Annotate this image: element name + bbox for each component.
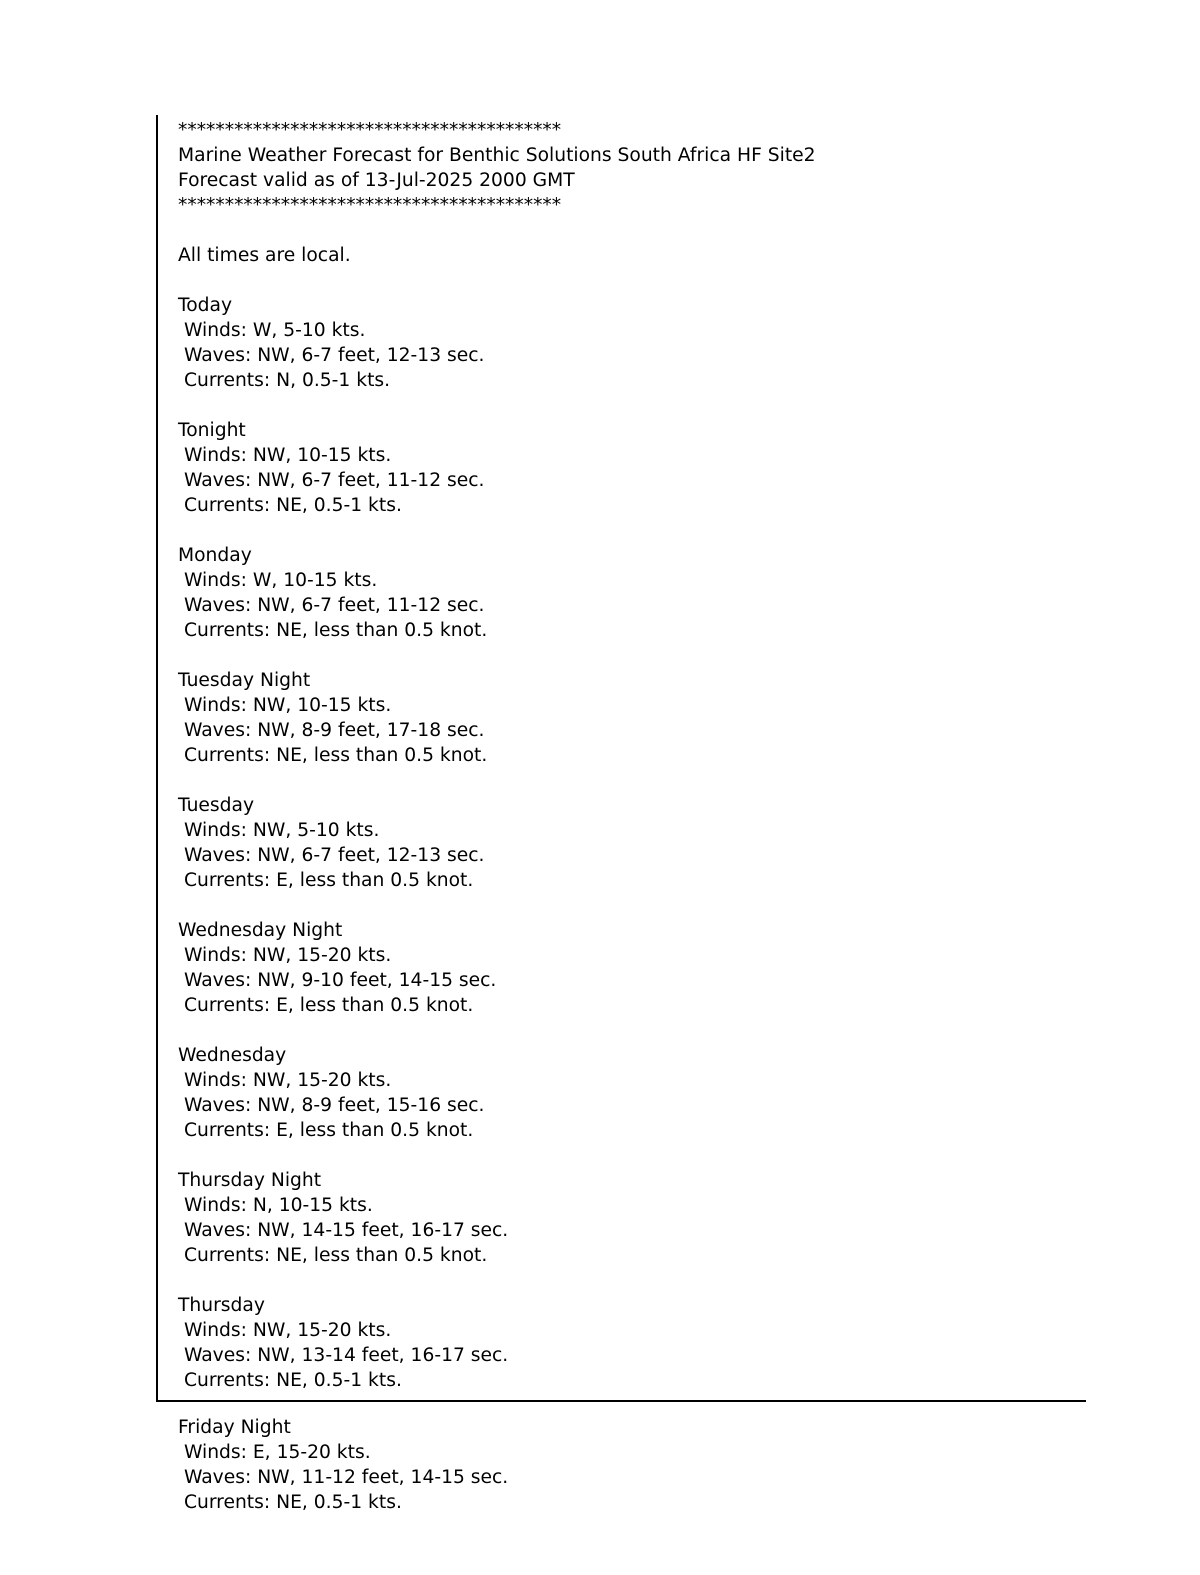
- winds-line: Winds: W, 5-10 kts.: [178, 320, 366, 341]
- divider-line: *****************************************: [178, 120, 562, 141]
- currents-line: Currents: NE, less than 0.5 knot.: [178, 620, 488, 641]
- forecast-day-heading: Friday Night: [178, 1417, 291, 1438]
- forecast-section-today: [178, 293, 1086, 393]
- forecast-day-heading: Thursday Night: [178, 1170, 322, 1191]
- currents-line: Currents: E, less than 0.5 knot.: [178, 1120, 474, 1141]
- forecast-section-tuesday-night: [178, 668, 1086, 768]
- forecast-day-heading: Monday: [178, 545, 252, 566]
- forecast-section-wednesday: [178, 1043, 1086, 1143]
- winds-line: Winds: NW, 15-20 kts.: [178, 945, 392, 966]
- waves-line: Waves: NW, 13-14 feet, 16-17 sec.: [178, 1345, 509, 1366]
- currents-line: Currents: N, 0.5-1 kts.: [178, 370, 391, 391]
- forecast-section-tuesday: [178, 793, 1086, 893]
- report-header: [178, 118, 1086, 218]
- forecast-day-heading: Today: [178, 295, 233, 316]
- waves-line: Waves: NW, 6-7 feet, 12-13 sec.: [178, 345, 485, 366]
- winds-line: Winds: N, 10-15 kts.: [178, 1195, 373, 1216]
- forecast-section-tonight: [178, 418, 1086, 518]
- currents-line: Currents: NE, 0.5-1 kts.: [178, 1370, 402, 1391]
- report-valid-date: Forecast valid as of 13-Jul-2025 2000 GMT: [178, 170, 575, 191]
- forecast-day-heading: Tonight: [178, 420, 246, 441]
- waves-line: Waves: NW, 9-10 feet, 14-15 sec.: [178, 970, 497, 991]
- currents-line: Currents: E, less than 0.5 knot.: [178, 995, 474, 1016]
- winds-line: Winds: NW, 15-20 kts.: [178, 1320, 392, 1341]
- currents-line: Currents: NE, less than 0.5 knot.: [178, 745, 488, 766]
- winds-line: Winds: NW, 15-20 kts.: [178, 1070, 392, 1091]
- forecast-section-thursday-night: [178, 1168, 1086, 1268]
- winds-line: Winds: NW, 5-10 kts.: [178, 820, 380, 841]
- forecast-section-monday: [178, 543, 1086, 643]
- report-title: Marine Weather Forecast for Benthic Solutions South Africa HF Site2: [178, 145, 816, 166]
- currents-line: Currents: NE, 0.5-1 kts.: [178, 495, 402, 516]
- waves-line: Waves: NW, 8-9 feet, 17-18 sec.: [178, 720, 485, 741]
- waves-line: Waves: NW, 6-7 feet, 11-12 sec.: [178, 470, 485, 491]
- waves-line: Waves: NW, 14-15 feet, 16-17 sec.: [178, 1220, 509, 1241]
- forecast-day-heading: Wednesday Night: [178, 920, 343, 941]
- currents-line: Currents: NE, less than 0.5 knot.: [178, 1245, 488, 1266]
- forecast-day-heading: Thursday: [178, 1295, 265, 1316]
- waves-line: Waves: NW, 6-7 feet, 12-13 sec.: [178, 845, 485, 866]
- winds-line: Winds: W, 10-15 kts.: [178, 570, 378, 591]
- forecast-section-wednesday-night: [178, 918, 1086, 1018]
- winds-line: Winds: NW, 10-15 kts.: [178, 695, 392, 716]
- forecast-day-heading: Tuesday Night: [178, 670, 311, 691]
- forecast-day-heading: Wednesday: [178, 1045, 287, 1066]
- forecast-section-thursday: [178, 1293, 1086, 1393]
- waves-line: Waves: NW, 11-12 feet, 14-15 sec.: [178, 1467, 509, 1488]
- waves-line: Waves: NW, 6-7 feet, 11-12 sec.: [178, 595, 485, 616]
- winds-line: Winds: E, 15-20 kts.: [178, 1442, 371, 1463]
- waves-line: Waves: NW, 8-9 feet, 15-16 sec.: [178, 1095, 485, 1116]
- forecast-day-heading: Tuesday: [178, 795, 255, 816]
- winds-line: Winds: NW, 10-15 kts.: [178, 445, 392, 466]
- forecast-section-friday-night: [178, 1415, 508, 1515]
- currents-line: Currents: NE, 0.5-1 kts.: [178, 1492, 402, 1513]
- currents-line: Currents: E, less than 0.5 knot.: [178, 870, 474, 891]
- times-note: All times are local.: [178, 245, 351, 266]
- divider-line: *****************************************: [178, 195, 562, 216]
- forecast-text-box: [156, 115, 1086, 1402]
